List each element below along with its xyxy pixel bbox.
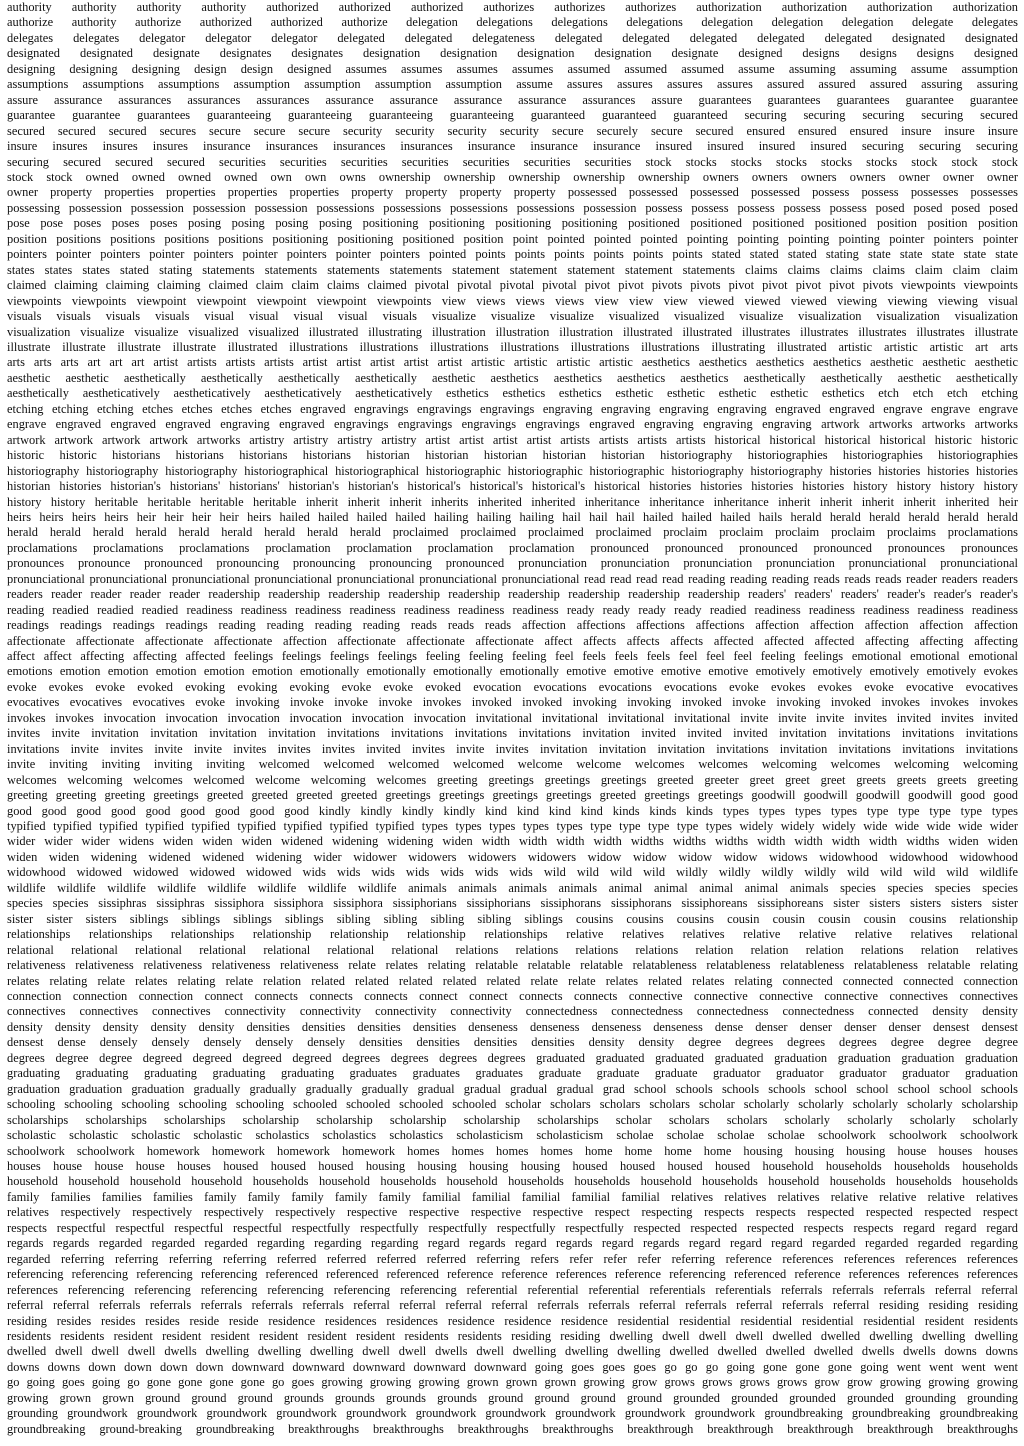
text-line: schooling schooling schooling schooling schooling schooled schooled schooled schooled scholar scholars scholars scholars scholar scholarly scholarly scholarly scholarly scholarship [7, 1097, 1018, 1112]
text-line: historiography historiography historiography historiographical historiographical historiographic historiographic historiographic historiography historiography histories histories histories histories [7, 463, 1018, 478]
text-line: states states states stated stating statements statements statements statements statement statement statement statement statements claims claims claims claims claim claim claim [7, 262, 1018, 277]
text-line: etching etching etching etches etches etches etches engraved engravings engravings engravings engraving engraving engraving engraving engraved engraved engrave engrave engrave [7, 401, 1018, 416]
text-line: affectionate affectionate affectionate affectionate affection affectionate affectionate affectionate affect affects affects affects affected affected affected affecting affecting affecting [7, 633, 1018, 648]
text-line: residents residents resident resident resident resident resident resident residents residents residing residing dwelling dwell dwell dwell dwelled dwelled dwelling dwelling dwelling [7, 1328, 1018, 1343]
text-line: widowhood widowed widowed widowed widowed wids wids wids wids wids wids wids wild wild wild wild wildly wildly wildly wildly wild wild wild wild wildlife [7, 865, 1018, 880]
text-line: connectives connectives connectives connectivity connectivity connectivity connectivity connectedness connectedness connectedness connectedness connected density density [7, 1004, 1018, 1019]
text-line: densest dense densely densely densely densely densely densities densities densities densities density density degree degrees degrees degrees degree degree degree [7, 1035, 1018, 1050]
text-line: secured secured secured secures secure secure secure security security security security secure securely secure secured ensured ensured ensured insure insure insure [7, 123, 1018, 138]
text-line: designing designing designing design design designed assumes assumes assumes assumes assumed assumed assumed assume assuming assuming assume assumption [7, 61, 1018, 76]
body-text [7, 0, 1018, 1437]
text-line: heirs heirs heirs heirs heir heir heir heir heirs hailed hailed hailed hailed hailing hailing hailing hail hail hail hailed hailed hailed hails herald herald herald herald herald herald [7, 509, 1018, 524]
text-line: readings readings readings readings reading reading reading reading reads reads reads affection affections affections affections affection affection affection affection affection [7, 618, 1018, 633]
text-line: residing resides resides resides reside reside residence residences residences residence residence residence residential residential residential residential residential resident residents [7, 1313, 1018, 1328]
text-line: welcomes welcoming welcomes welcomed welcome welcoming welcomes greeting greetings greetings greetings greeted greeter greet greet greet greets greets greets greeting [7, 772, 1018, 787]
text-line: invite inviting inviting inviting inviting welcomed welcomed welcomed welcomed welcome welcome welcomes welcomes welcoming welcomes welcoming welcoming [7, 757, 1018, 772]
text-line: pronounces pronounce pronounced pronouncing pronouncing pronouncing pronounced pronunciation pronunciation pronunciation pronunciation pronunciational pronunciational [7, 556, 1018, 571]
text-line: family families families families family family family family family familial familial familial familial familial relatives relatives relatives relative relative relative relatives [7, 1189, 1018, 1204]
text-line: evoke evokes evoke evoked evoking evoking evoking evoke evoke evoked evocation evocations evocations evocations evoke evokes evokes evoke evocative evocatives [7, 679, 1018, 694]
text-line: designated designated designate designates designates designation designation designation designation designate designed designs designs designs designed [7, 46, 1018, 61]
text-line: good good good good good good good good good kindly kindly kindly kindly kind kind kind kind kinds kinds kinds types types types types type type type type types [7, 803, 1018, 818]
text-line: possessing possession possession possession possession possessions possessions possessions possessions possession possess possess possess possess possess posed posed posed posed [7, 200, 1018, 215]
text-line: historic historic historians historians historians historians historian historian historian historian historian historiography historiographies historiographies historiographies [7, 448, 1018, 463]
text-line: readers reader reader reader reader readership readership readership readership readership readership readership readership readership readers' readers' readers' reader's reader's reader's [7, 587, 1018, 602]
text-line: pronunciational pronunciational pronunciational pronunciational pronunciational pronunciational pronunciational read read read read reading reading reading reads reads reads reader readers readers [7, 571, 1018, 586]
text-line: typified typified typified typified typified typified typified typified typified types types types types types type type type type types widely widely widely wide wide wide wide wider [7, 819, 1018, 834]
text-line: species species sissiphras sissiphras sissiphora sissiphora sissiphora sissiphorians sissiphorians sissiphorans sissiphorans sissiphoreans sissiphoreans sister sisters sisters sisters sister [7, 896, 1018, 911]
text-line: regarded referring referring referring referring referred referred referred referred referring refers refer refer refer referring reference references references references references [7, 1251, 1018, 1266]
text-line: relates relating relate relates relating relate relation related related related related related relate relate relates related relates relating connected connected connected connection [7, 973, 1018, 988]
text-line: household household household household households household households household households households household households household households households households [7, 1174, 1018, 1189]
text-line: illustrate illustrate illustrate illustrate illustrated illustrations illustrations illustrations illustrations illustrations illustrations illustrating illustrated artistic artistic artistic art arts [7, 339, 1018, 354]
text-line: invites invite invitation invitation invitation invitation invitations invitations invitations invitations invitation invited invited invited invitation invitations invitations invitations [7, 726, 1018, 741]
text-line: referencing referencing referencing referencing referenced referenced referenced reference reference references reference referencing referenced reference references references references [7, 1267, 1018, 1282]
text-line: regards regards regarded regarded regarded regarding regarding regarding regard regards regard regards regard regards regard regard regard regarded regarded regarded regarding [7, 1236, 1018, 1251]
text-line: density density density density density densities densities densities densities denseness denseness denseness denseness dense denser denser denser denser densest densest [7, 1019, 1018, 1034]
text-line: visuals visuals visuals visuals visual visual visual visual visuals visualize visualize visualize visualized visualized visualize visualization visualization visualization [7, 309, 1018, 324]
text-line: dwelled dwell dwell dwell dwells dwelling dwelling dwelling dwell dwell dwells dwell dwelling dwelling dwelling dwelled dwelled dwelled dwelled dwells dwells downs downs [7, 1344, 1018, 1359]
text-line: owner property properties properties properties properties property property property property possessed possessed possessed possessed possess possess possesses possesses [7, 185, 1018, 200]
text-line: growing grown grown ground ground ground grounds grounds grounds grounds ground ground ground ground grounded grounded grounded grounded grounding grounding [7, 1390, 1018, 1405]
text-line: stock stock owned owned owned owned own own owns ownership ownership ownership ownership ownership owners owners owners owners owner owner owner [7, 169, 1018, 184]
text-line: respects respectful respectful respectful respectful respectfully respectfully respectfully respectfully respectfully respected respected respected respects respects regard regard regard [7, 1220, 1018, 1235]
text-line: sister sister sisters siblings siblings siblings siblings sibling sibling sibling sibling siblings cousins cousins cousins cousin cousin cousin cousin cousins relationship [7, 911, 1018, 926]
text-line: scholarships scholarships scholarships scholarship scholarship scholarship scholarship scholarships scholar scholars scholars scholarly scholarly scholarly scholarly [7, 1112, 1018, 1127]
text-line: assumptions assumptions assumptions assumption assumption assumption assumption assume assures assures assures assures assured assured assured assuring assuring [7, 77, 1018, 92]
text-line: claimed claiming claiming claiming claimed claim claim claims claimed pivotal pivotal pivotal pivotal pivot pivot pivots pivots pivot pivot pivot pivot pivots viewpoints viewpoints [7, 278, 1018, 293]
text-line: evocatives evocatives evocatives evoke invoking invoke invoke invoke invokes invoked invoked invoking invoking invoked invoke invoking invoked invokes invokes invokes [7, 695, 1018, 710]
text-line: history history heritable heritable heritable heritable inherit inherit inherit inherits inherited inherited inheritance inheritance inheritance inherit inherit inherit inherit inherited heir [7, 494, 1018, 509]
text-line: pointers pointer pointers pointer pointers pointer pointers pointer pointers pointed points points points points points points stated stated stated stating state state state state state [7, 247, 1018, 262]
text-line: groundbreaking ground-breaking groundbreaking breakthroughs breakthroughs breakthroughs breakthroughs breakthrough breakthrough breakthrough breakthrough breakthroughs [7, 1421, 1018, 1436]
text-line: position positions positions positions positions positioning positioning positioned position point pointed pointed pointed pointing pointing pointing pointing pointer pointers pointer [7, 231, 1018, 246]
text-line: proclamations proclamations proclamations proclamation proclamation proclamation proclamation pronounced pronounced pronounced pronounced pronounces pronounces [7, 540, 1018, 555]
text-line: wildlife wildlife wildlife wildlife wildlife wildlife wildlife wildlife animals animals animals animals animal animal animal animal animals species species species species [7, 880, 1018, 895]
text-line: go going goes going go gone gone gone gone go goes growing growing growing grown grown grown growing grow grows grows grows grows grow grow growing growing growing [7, 1375, 1018, 1390]
text-line: greeting greeting greeting greetings greeted greeted greeted greeted greetings greetings greetings greetings greeted greetings greetings goodwill goodwill goodwill goodwill good good [7, 788, 1018, 803]
text-line: referral referral referrals referrals referrals referrals referrals referral referral referral referral referrals referrals referral referrals referral referrals referral residing residing residing [7, 1298, 1018, 1313]
text-line: artwork artwork artwork artwork artworks artistry artistry artistry artistry artist artist artist artist artists artists artists artists historical historical historical historical historic historic [7, 432, 1018, 447]
text-line: guarantee guarantee guarantees guaranteeing guaranteeing guaranteeing guaranteeing guaranteed guaranteed guaranteed securing securing securing securing secured [7, 108, 1018, 123]
text-line: delegates delegates delegator delegator delegator delegated delegated delegateness delegated delegated delegated delegated delegated designated designated [7, 30, 1018, 45]
text-line: viewpoints viewpoints viewpoint viewpoint viewpoint viewpoint viewpoints view views views views view view view viewed viewed viewed viewing viewing viewing visual [7, 293, 1018, 308]
text-line: historian histories historian's historians' historians' historian's historian's historical's historical's historical's historical histories histories histories histories history history history history [7, 479, 1018, 494]
text-line: widen widen widening widened widened widening wider widower widowers widowers widowers widow widow widow widow widows widowhood widowhood widowhood [7, 849, 1018, 864]
text-line: aesthetic aesthetic aesthetically aesthetically aesthetically aesthetically aesthetic aesthetics aesthetics aesthetics aesthetics aesthetically aesthetically aesthetic aesthetically [7, 370, 1018, 385]
text-line: schoolwork schoolwork homework homework homework homework homes homes homes homes home home home home housing housing housing house houses houses [7, 1143, 1018, 1158]
text-line: relatives respectively respectively respectively respectively respective respective respective respective respect respecting respects respects respected respected respected respect [7, 1205, 1018, 1220]
text-line: reading readied readied readied readiness readiness readiness readiness readiness readiness readiness ready ready ready ready readied readiness readiness readiness readiness readiness [7, 602, 1018, 617]
text-line: wider wider wider widens widen widen widen widened widening widening widen width width width width widths widths widths width width width width widths widen widen [7, 834, 1018, 849]
text-line: assure assurance assurances assurances assurances assurance assurance assurance assurance assurances assure guarantees guarantees guarantees guarantee guarantee [7, 92, 1018, 107]
text-line: pose pose poses poses poses posing posing posing posing positioning positioning positioning positioning positioned positioned positioned positioned position position position [7, 216, 1018, 231]
text-line: relativeness relativeness relativeness relativeness relativeness relate relates relating relatable relatable relatable relatableness relatableness relatableness relatableness relatable relating [7, 958, 1018, 973]
text-line: herald herald herald herald herald herald herald herald herald proclaimed proclaimed proclaimed proclaimed proclaim proclaim proclaim proclaim proclaims proclamations [7, 525, 1018, 540]
text-line: connection connection connection connect connects connects connects connect connect connects connects connective connective connective connective connectives connectives [7, 989, 1018, 1003]
text-line: downs downs down down down down downward downward downward downward downward going goes goes goes go go go going gone gone gone going went went went went [7, 1359, 1018, 1374]
text-line: invitations invite invites invite invite invites invites invites invited invites invite invites invitation invitation invitation invitations invitation invitations invitations invitations [7, 741, 1018, 756]
text-line: aesthetically aestheticatively aestheticatively aestheticatively aestheticatively esthetics esthetics esthetics esthetic esthetic esthetic esthetic esthetics etch etch etch etching [7, 386, 1018, 401]
text-line: arts arts arts art art art artist artists artists artists artist artist artist artist artist artistic artistic artistic artistic aesthetics aesthetics aesthetics aesthetics aesthetic aesthetic aesthetic [7, 355, 1018, 370]
text-line: invokes invokes invocation invocation invocation invocation invocation invocation invitational invitational invitational invitational invite invite invite invites invited invites invited [7, 710, 1018, 725]
text-line: emotions emotion emotion emotion emotion emotion emotionally emotionally emotionally emotionally emotive emotive emotive emotive emotively emotively emotively emotively evokes [7, 664, 1018, 679]
text-line: relational relational relational relational relational relational relational relations relations relations relations relation relation relation relations relation relatives [7, 942, 1018, 957]
text-line: securing secured secured secured securities securities securities securities securities securities securities stock stocks stocks stocks stocks stocks stock stock stock [7, 154, 1018, 169]
text-line: authorize authority authorize authorized authorized authorize delegation delegations delegations delegations delegation delegation delegation delegate delegates [7, 15, 1018, 30]
text-line: degrees degree degree degreed degreed degreed degreed degrees degrees degrees degrees graduated graduated graduated graduated graduation graduation graduation graduation [7, 1050, 1018, 1065]
text-line: relationships relationships relationships relationship relationship relationship relationships relative relatives relatives relative relative relative relatives relational [7, 927, 1018, 942]
text-line: graduation graduation graduation gradually gradually gradually gradually gradual gradual gradual gradual grad school schools schools schools school school school school schools [7, 1081, 1018, 1096]
text-line: scholastic scholastic scholastic scholastic scholastics scholastics scholastics scholasticism scholasticism scholae scholae scholae scholae schoolwork schoolwork schoolwork [7, 1128, 1018, 1143]
text-line: affect affect affecting affecting affected feelings feelings feelings feelings feeling feeling feeling feel feels feels feels feel feel feel feeling feelings emotional emotional emotional [7, 649, 1018, 664]
text-line: authority authority authority authority authorized authorized authorized authorizes authorizes authorizes authorization authorization authorization authorization [7, 0, 1018, 14]
text-line: graduating graduating graduating graduating graduating graduates graduates graduates graduate graduate graduate graduator graduator graduator graduator graduation [7, 1066, 1018, 1081]
text-line: grounding groundwork groundwork groundwork groundwork groundwork groundwork groundwork groundwork groundwork groundwork groundbreaking groundbreaking groundbreaking [7, 1406, 1018, 1421]
text-line: visualization visualize visualize visualized visualized illustrated illustrating illustration illustration illustration illustrated illustrated illustrates illustrates illustrates illustrates illustrate [7, 324, 1018, 339]
text-line: insure insures insures insures insurance insurances insurances insurances insurance insurance insurance insured insured insured insured securing securing securing [7, 139, 1018, 154]
text-line: houses house house house houses housed housed housed housing housing housing housing housed housed housed housed household households households households [7, 1158, 1018, 1173]
text-line: references referencing referencing referencing referencing referencing referencing referential referential referential referentials referentials referrals referrals referrals referral referral [7, 1282, 1018, 1297]
text-line: engrave engraved engraved engraved engraving engraved engravings engravings engravings engravings engraved engraving engraving engraving artwork artworks artworks artworks [7, 417, 1018, 432]
